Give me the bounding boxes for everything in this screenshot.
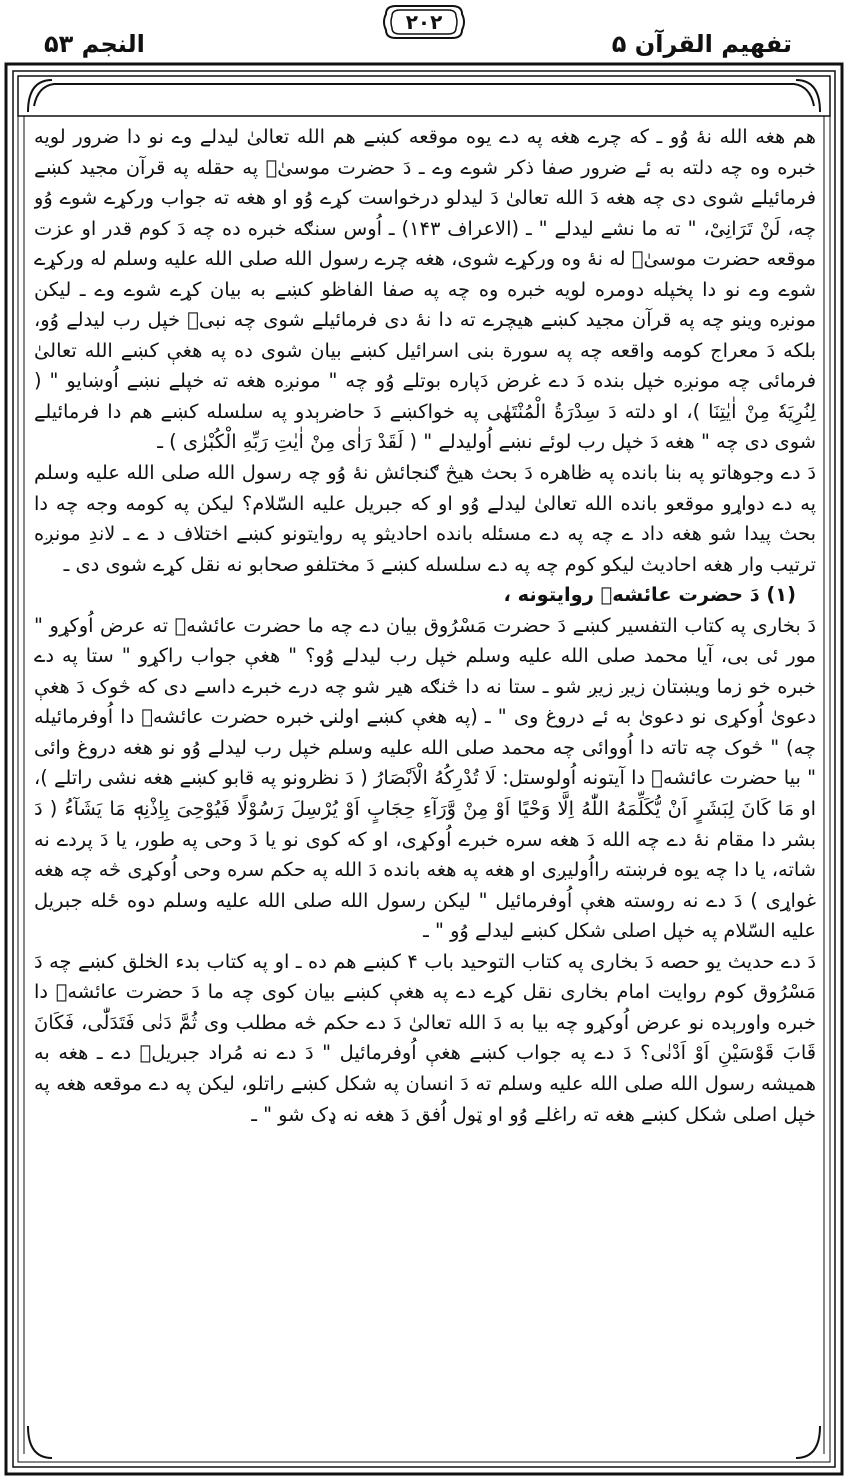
- book-title: تفهیم القرآن ۵: [611, 30, 792, 58]
- paragraph: هم هغه الله نهٔ وُو ـ که چرے هغه په دے یوه موقعه کښے هم الله تعالیٰ لیدلے وے نو دا ضرور لویه خبره وه چه دلته به ئے ضرور صفا ذکر شوے وے ـ دَ حضرت موسیٰؑ په حقله په قرآن مجید کښے فرمائیلے شوی دی چه هغه دَ الله تعالیٰ دَ لیدلو درخواست کړے وُو او هغه ته جواب ورکړے شوے وُو چه، لَنْ تَرَانِیْ، " ته ما نشے لیدلے " ـ (الاعراف ۱۴۳) ـ اُوس سنګه خبره ده چه دَ کوم قدر او عزت موقعه حضرت موسیٰؑ له نهٔ وه ورکړے شوی، هغه چرے رسول الله صلی الله علیه وسلم له ورکړے شوے وے نو دا پخپله دومره لویه خبره وه چه په صفا الفاظو کښے به بیان کړے شوے وے ـ لیکن مونږه وینو چه په قرآن مجید کښے هیچرے ته دا نهٔ دی فرمائیلے شوی چه نبیؐ خپل رب لیدلے وُو، بلکه دَ معراج کومه واقعه چه په سورة بنی اسرائیل کښے بیان شوی ده په هغې کښے الله تعالیٰ فرمائی چه مونږه خپل بنده دَ دے غرض دَپاره بوتلے وُو چه " مونږه هغه ته خپلے نښے اُوښایو " ( لِنُرِیَهٗ مِنْ اٰیٰتِنَا )، او دلته دَ سِدْرَةُ الْمُنْتَهٰی په خواکښے دَ حاضرېدو په سلسله کښے هم دا فرمائیلے شوی دی چه " هغه دَ خپل رب لوئے نښے اُولیدلے " ( لَقَدْ رَاٰی مِنْ اٰیٰتِ رَبِّهِ الْکُبْرٰی ) ـ: [34, 125, 816, 454]
- page-number-cartouche: [382, 4, 466, 40]
- page-header: [0, 0, 848, 60]
- paragraph: دَ بخاری په کتاب التفسیر کښے دَ حضرت مَسْرُوق بیان دے چه ما حضرت عائشهؓ ته عرض اُوکړو " مور ئی بی، آیا محمد صلی الله علیه وسلم خپل رب لیدلے وُو؟ " هغې جواب راکړو " ستا په دے خبره خو زما ویښتان زیږ زیږ شو ـ ستا نه دا څنګه هیر شو چه درے خبرے داسے دی که څوک دَ هغې دعویٰ اُوکړی نو دعویٰ به ئے دروغ وی " ـ (په هغې کښے اولنۍ خبره حضرت عائشهؓ دا اُوفرمائیله چه) " څوک چه تاته دا اُووائی چه محمد صلی الله علیه وسلم خپل رب لیدلے وُو نو هغه دروغ وائی " بیا حضرت عائشهؓ دا آیتونه اُولوستل: لَا تُدْرِکُهُ الْاَبْصَارُ ( دَ نظرونو په قابو کښے هغه نشی راتلے )، او مَا کَانَ لِبَشَرٍ اَنْ یُّکَلِّمَهُ اللّٰهُ اِلَّا وَحْیًا اَوْ مِنْ وَّرَآءِ حِجَابٍ اَوْ یُرْسِلَ رَسُوْلًا فَیُوْحِیَ بِاِذْنِهٖ مَا یَشَآءُ ( دَ بشر دا مقام نهٔ دے چه الله دَ هغه سره خبرے اُوکړی، او که کوی نو یا دَ وحی په طور، یا دَ پردے نه شاته، یا دا چه یوه فرښته رااُولیږی او هغه په هغه بانده دَ الله په حکم سره وحی اُوکړی څه چه هغه غواړی ) دَ دے نه روسته هغې اُوفرمائیل " لیکن رسول الله صلی الله علیه وسلم دوه ځله جبریل علیه السّلام په خپل اصلی شکل کښے لیدلے وُو " ـ: [34, 613, 816, 943]
- paragraph: دَ دے حدیث یو حصه دَ بخاری په کتاب التوحید باب ۴ کښے هم ده ـ او په کتاب بدء الخلق کښے چه دَ مَسْرُوق کوم روایت امام بخاری نقل کړے دے په هغې کښے بیان کوی چه ما دَ حضرت عائشهؓ دا خبره واورېده نو عرض اُوکړو چه بیا به دَ الله تعالیٰ دَ دے حکم څه مطلب وی ثُمَّ دَنٰی فَتَدَلّٰی، فَکَانَ قَابَ قَوْسَیْنِ اَوْ اَدْنٰی؟ دَ دے په جواب کښے هغې اُوفرمائیل " دَ دے نه مُراد جبریلؑ دے ـ هغه به همیشه رسول الله صلی الله علیه وسلم ته دَ انسان په شکل کښے راتلو، لیکن په دے موقعه هغه په خپل اصلی شکل کښے هغه ته راغلے وُو او ټول اُفق دَ هغه نه ډک شو " ـ: [34, 949, 816, 1126]
- page-number: ۲۰۲: [405, 10, 443, 34]
- paragraph: دَ دے وجوهاتو په بنا بانده په ظاهره دَ بحث هیڅ ګنجائش نهٔ وُو چه رسول الله صلی الله علیه وسلم په دے دواړو موقعو بانده الله تعالیٰ لیدلے وُو او که جبریل علیه السّلام؟ لیکن په کومه وجه چه دا بحث پیدا شو هغه داد ے چه په دے مسئله بانده احادیثو په روایتونو کښے اختلاف د ے ـ لاندِ مونږه ترتیب وار هغه احادیث لیکو کوم چه په دے سلسله کښے دَ مختلفو صحابو نه نقل کړے شوی دی ـ: [34, 461, 816, 576]
- surah-title: النجم ۵۳: [44, 30, 145, 58]
- page-body: [34, 122, 816, 1467]
- section-heading: (۱) دَ حضرت عائشهؓ روایتونه ،: [503, 583, 796, 607]
